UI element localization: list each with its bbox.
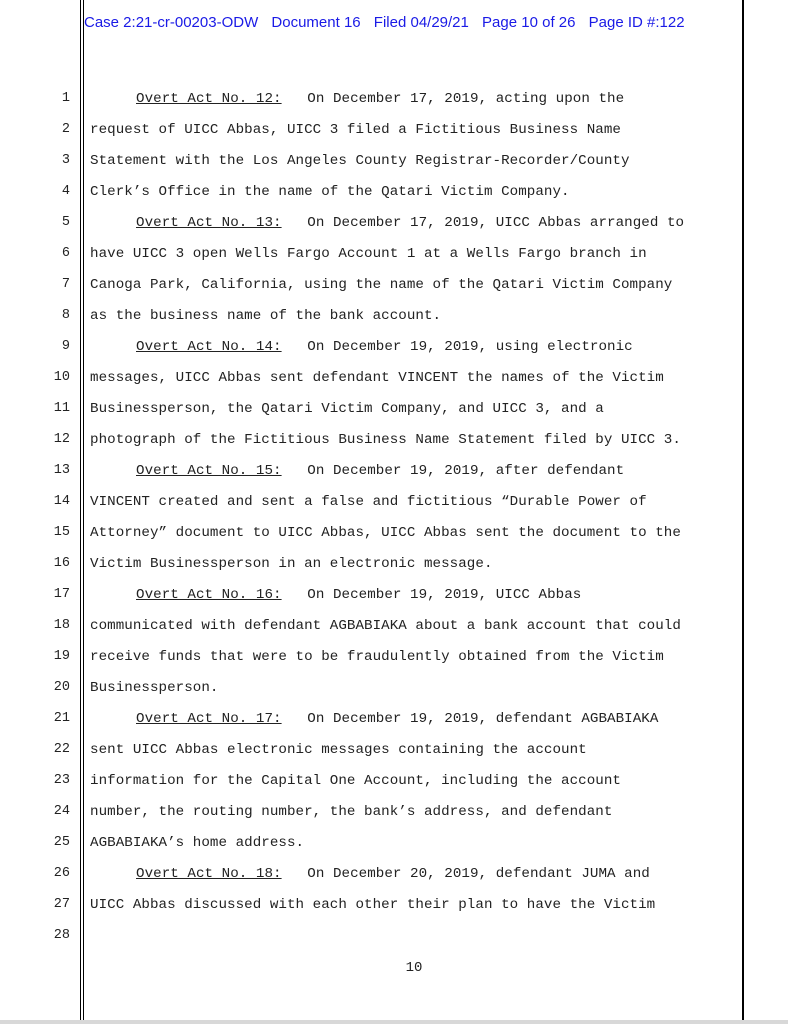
overt-act-heading: Overt Act No. 13: <box>136 215 282 231</box>
line-text: On December 19, 2019, defendant AGBABIAKA <box>281 711 659 727</box>
line-text: Statement with the Los Angeles County Registrar-Recorder/County <box>90 153 630 169</box>
line-text: sent UICC Abbas electronic messages containing the account <box>90 742 587 758</box>
line-number: 18 <box>53 618 70 633</box>
line-text: Attorney” document to UICC Abbas, UICC Abbas sent the document to the <box>90 525 681 541</box>
line-number: 25 <box>53 835 70 850</box>
line-number: 13 <box>53 463 70 478</box>
left-margin-rule-outer <box>80 0 81 1024</box>
text-line <box>90 618 681 634</box>
line-number: 15 <box>53 525 70 540</box>
line-number: 4 <box>61 184 70 199</box>
line-number: 12 <box>53 432 70 447</box>
text-line <box>90 525 681 541</box>
page-number: 10 <box>405 960 423 976</box>
line-text: UICC Abbas discussed with each other their plan to have the Victim <box>90 897 656 913</box>
text-line <box>90 401 604 417</box>
line-text: On December 19, 2019, using electronic <box>281 339 633 355</box>
text-line <box>136 463 624 479</box>
line-text: Businessperson. <box>90 680 219 696</box>
right-margin-rule <box>742 0 744 1024</box>
line-text: Canoga Park, California, using the name of the Qatari Victim Company <box>90 277 673 293</box>
text-line <box>136 215 684 231</box>
text-line <box>136 91 624 107</box>
text-line <box>90 308 441 324</box>
line-number: 22 <box>53 742 70 757</box>
line-text: have UICC 3 open Wells Fargo Account 1 at a Wells Fargo branch in <box>90 246 647 262</box>
filing-header <box>84 14 694 31</box>
line-text: Clerk’s Office in the name of the Qatari Victim Company. <box>90 184 570 200</box>
text-line <box>90 246 647 262</box>
text-line <box>90 680 218 696</box>
text-line <box>90 277 672 293</box>
overt-act-heading: Overt Act No. 16: <box>136 587 282 603</box>
overt-act-heading: Overt Act No. 17: <box>136 711 282 727</box>
line-text: On December 19, 2019, after defendant <box>281 463 625 479</box>
line-text: information for the Capital One Account, including the account <box>90 773 621 789</box>
line-text: On December 17, 2019, UICC Abbas arranged to <box>281 215 685 231</box>
overt-act-heading: Overt Act No. 15: <box>136 463 282 479</box>
line-number: 28 <box>53 928 70 943</box>
line-number: 27 <box>53 897 70 912</box>
page-bottom-edge <box>0 1020 788 1024</box>
line-text: messages, UICC Abbas sent defendant VINCENT the names of the Victim <box>90 370 664 386</box>
line-number: 17 <box>53 587 70 602</box>
line-number: 20 <box>53 680 70 695</box>
left-margin-rule-inner <box>83 0 84 1024</box>
text-line <box>90 556 493 572</box>
text-line <box>90 432 681 448</box>
line-number: 1 <box>61 91 70 106</box>
line-number: 9 <box>61 339 70 354</box>
text-line <box>90 122 621 138</box>
text-line <box>136 339 633 355</box>
line-number: 2 <box>61 122 70 137</box>
line-number: 5 <box>61 215 70 230</box>
filed-date: Filed 04/29/21 <box>373 14 469 31</box>
line-text: request of UICC Abbas, UICC 3 filed a Fictitious Business Name <box>90 122 621 138</box>
line-number: 14 <box>53 494 70 509</box>
text-line <box>90 370 664 386</box>
line-text: On December 20, 2019, defendant JUMA and <box>281 866 650 882</box>
text-line <box>90 494 647 510</box>
line-number: 10 <box>53 370 70 385</box>
line-text: Businessperson, the Qatari Victim Company, and UICC 3, and a <box>90 401 604 417</box>
text-line <box>90 804 612 820</box>
line-text: photograph of the Fictitious Business Name Statement filed by UICC 3. <box>90 432 681 448</box>
line-text: Victim Businessperson in an electronic message. <box>90 556 493 572</box>
line-number: 6 <box>61 246 70 261</box>
line-text: On December 17, 2019, acting upon the <box>281 91 625 107</box>
text-line <box>90 153 630 169</box>
line-number: 24 <box>53 804 70 819</box>
text-line <box>90 773 621 789</box>
line-number: 16 <box>53 556 70 571</box>
line-number: 3 <box>61 153 70 168</box>
text-line <box>90 835 304 851</box>
line-text: receive funds that were to be fraudulently obtained from the Victim <box>90 649 664 665</box>
line-text: as the business name of the bank account. <box>90 308 442 324</box>
line-text: VINCENT created and sent a false and fictitious “Durable Power of <box>90 494 647 510</box>
line-number: 11 <box>53 401 70 416</box>
page-id: Page ID #:122 <box>588 14 685 31</box>
text-line <box>90 649 664 665</box>
line-text: number, the routing number, the bank’s address, and defendant <box>90 804 613 820</box>
line-text: AGBABIAKA’s home address. <box>90 835 305 851</box>
line-number: 7 <box>61 277 70 292</box>
line-number: 19 <box>53 649 70 664</box>
text-line <box>136 711 658 727</box>
line-number: 8 <box>61 308 70 323</box>
overt-act-heading: Overt Act No. 14: <box>136 339 282 355</box>
line-number: 26 <box>53 866 70 881</box>
text-line <box>136 866 650 882</box>
case-number: Case 2:21-cr-00203-ODW <box>84 14 259 31</box>
overt-act-heading: Overt Act No. 12: <box>136 91 282 107</box>
line-text: communicated with defendant AGBABIAKA about a bank account that could <box>90 618 681 634</box>
text-line <box>90 897 655 913</box>
line-number: 23 <box>53 773 70 788</box>
line-number: 21 <box>53 711 70 726</box>
document-number: Document 16 <box>271 14 361 31</box>
text-line <box>136 587 581 603</box>
overt-act-heading: Overt Act No. 18: <box>136 866 282 882</box>
line-text: On December 19, 2019, UICC Abbas <box>281 587 582 603</box>
text-line <box>90 184 570 200</box>
text-line <box>90 742 587 758</box>
page-count: Page 10 of 26 <box>482 14 576 31</box>
